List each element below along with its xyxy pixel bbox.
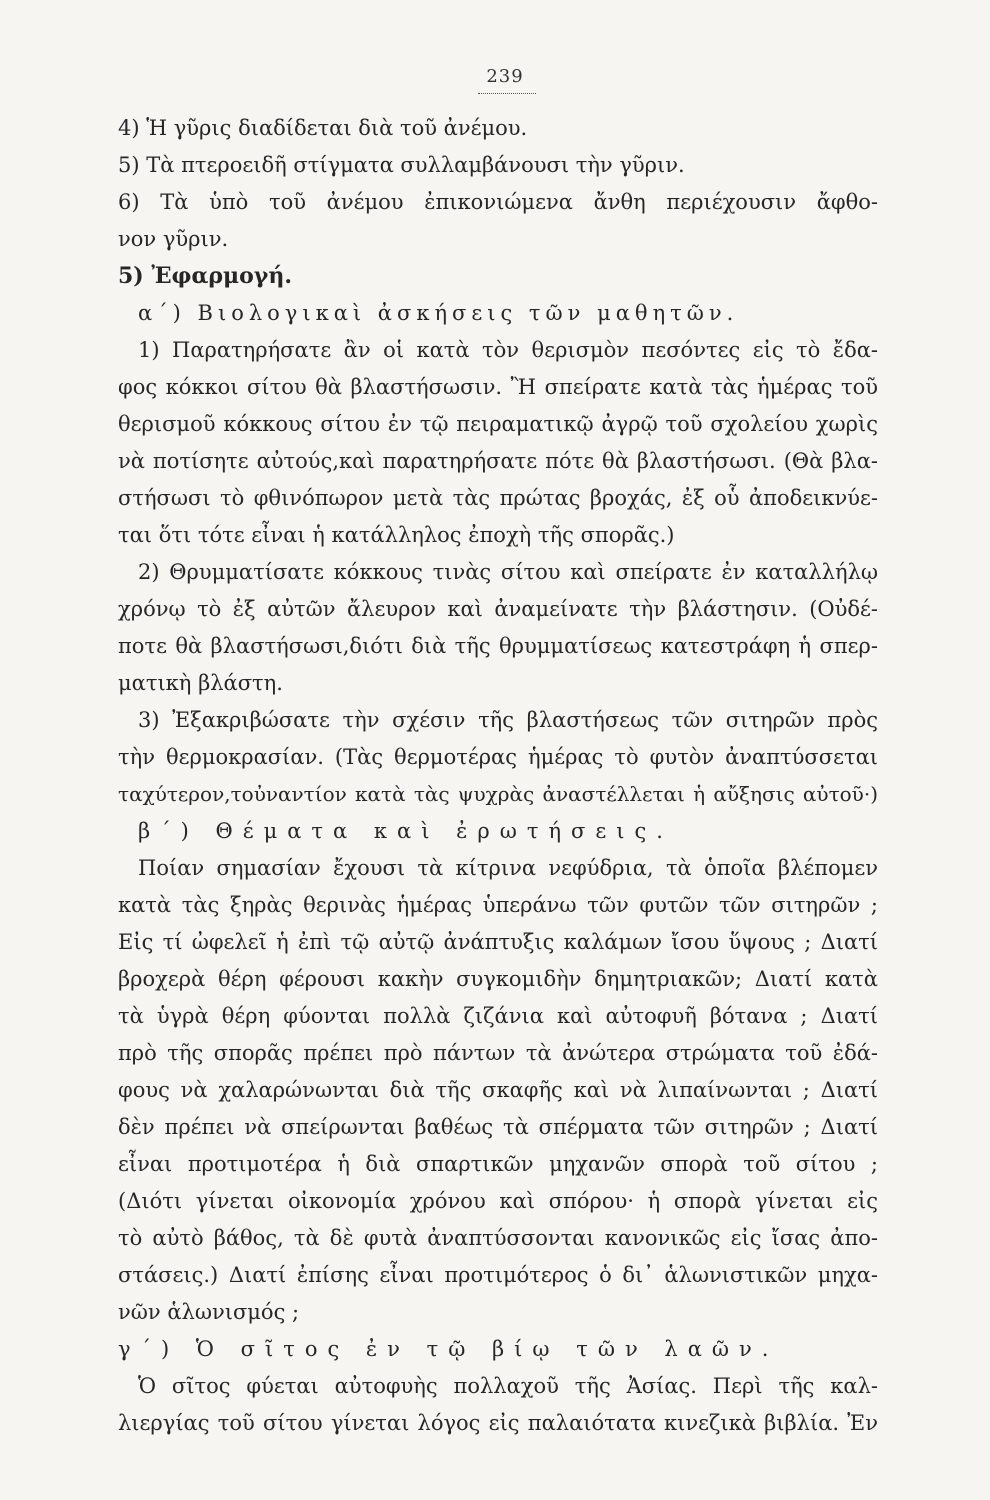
paragraph-line: εἶναι προτιμοτέρα ἡ διὰ σπαρτικῶν μηχανῶν σπορὰ τοῦ σίτου ; [118,1152,878,1176]
paragraph-line: φους νὰ χαλαρώνωνται διὰ τῆς σκαφῆς καὶ νὰ λιπαίνωνται ; Διατί [118,1078,878,1102]
paragraph-line: χρόνῳ τὸ ἐξ αὐτῶν ἄλευρον καὶ ἀναμείνατε τὴν βλάστησιν. (Οὐδέ- [118,597,878,621]
paragraph-line: τὴν θερμοκρασίαν. (Τὰς θερμοτέρας ἡμέρας τὸ φυτὸν ἀναπτύσσεται [118,745,878,769]
subheading-wheat-in-life-of-peoples: γ΄) Ὁ σῖτος ἐν τῷ βίῳ τῶν λαῶν. [118,1337,779,1361]
paragraph-line: φος κόκκοι σίτου θὰ βλαστήσωσιν. Ἢ σπείρατε κατὰ τὰς ἡμέρας τοῦ [118,375,878,399]
paragraph-line: βροχερὰ θέρη φέρουσι κακὴν συγκομιδὴν δημητριακῶν; Διατί κατὰ [118,967,878,991]
paragraph-line: Ποίαν σημασίαν ἔχουσι τὰ κίτρινα νεφύδρια, τὰ ὁποῖα βλέπομεν [138,856,878,880]
paragraph-line: ταχύτερον,τοὐναντίον κατὰ τὰς ψυχρὰς ἀναστέλλεται ἡ αὔξησις αὐτοῦ·) [118,782,878,806]
paragraph-line: τὸ αὐτὸ βάθος, τὰ δὲ φυτὰ ἀναπτύσσονται κανονικῶς εἰς ἴσας ἀπο- [118,1226,878,1250]
paragraph-line: Εἰς τί ὠφελεῖ ἡ ἐπὶ τῷ αὐτῷ ἀνάπτυξις καλάμων ἴσου ὕψους ; Διατί [118,930,878,954]
paragraph-line: πρὸ τῆς σπορᾶς πρέπει πρὸ πάντων τὰ ἀνώτερα στρώματα τοῦ ἐδά- [118,1041,878,1065]
paragraph-line: ματικὴ βλάστη. [118,671,283,695]
page-number-rule [478,93,536,94]
paragraph-line: νὰ ποτίσητε αὐτούς,καὶ παρατηρήσατε πότε θὰ βλαστήσωσι. (Θὰ βλα- [118,449,878,473]
paragraph-line: στάσεις.) Διατί ἐπίσης εἶναι προτιμότερος ὁ δι᾽ ἁλωνιστικῶν μηχα- [118,1263,878,1287]
paragraph-line: ποτε θὰ βλαστήσωσι,διότι διὰ τῆς θρυμματίσεως κατεστράφη ἡ σπερ- [118,634,878,658]
paragraph-line: θερισμοῦ κόκκους σίτου ἐν τῷ πειραματικῷ ἀγρῷ τοῦ σχολείου χωρὶς [118,412,878,436]
paragraph-line: Ὁ σῖτος φύεται αὐτοφυὴς πολλαχοῦ τῆς Ἀσίας. Περὶ τῆς καλ- [138,1374,878,1398]
list-item-4: 4) Ἡ γῦρις διαδίδεται διὰ τοῦ ἀνέμου. [118,116,528,140]
subheading-biological-exercises: α΄) Βιολογικαὶ ἀσκήσεις τῶν μαθητῶν. [138,301,739,325]
subheading-topics-and-questions: β΄) Θέματα καὶ ἐρωτήσεις. [138,819,673,843]
paragraph-line: 3) Ἐξακριβώσατε τὴν σχέσιν τῆς βλαστήσεως τῶν σιτηρῶν πρὸς [138,708,878,732]
body-text [118,110,878,1442]
paragraph-line: ται ὅτι τότε εἶναι ἡ κατάλληλος ἐποχὴ τῆς σπορᾶς.) [118,523,675,547]
paragraph-line: δὲν πρέπει νὰ σπείρωνται βαθέως τὰ σπέρματα τῶν σιτηρῶν ; Διατί [118,1115,878,1139]
page-number: 239 [486,66,524,87]
list-item-5: 5) Τὰ πτεροειδῆ στίγματα συλλαμβάνουσι τὴν γῦριν. [118,153,685,177]
paragraph-line: 2) Θρυμματίσατε κόκκους τινὰς σίτου καὶ σπείρατε ἐν καταλλήλῳ [138,560,878,584]
paragraph-line: τὰ ὑγρὰ θέρη φύονται πολλὰ ζιζάνια καὶ αὐτοφυῆ βότανα ; Διατί [118,1004,878,1028]
paragraph-line: (Διότι γίνεται οἰκονομία χρόνου καὶ σπόρου· ἡ σπορὰ γίνεται εἰς [118,1189,878,1213]
section-heading-application: 5) Ἐφαρμογή. [118,263,292,289]
paragraph-line: νῶν ἁλωνισμός ; [118,1300,300,1324]
paragraph-line: στήσωσι τὸ φθινόπωρον μετὰ τὰς πρώτας βροχάς, ἐξ οὗ ἀποδεικνύε- [118,486,878,510]
paragraph-line: κατὰ τὰς ξηρὰς θερινὰς ἡμέρας ὑπεράνω τῶν φυτῶν τῶν σιτηρῶν ; [118,893,878,917]
paragraph-line: λιεργίας τοῦ σίτου γίνεται λόγος εἰς παλαιότατα κινεζικὰ βιβλία. Ἐν [118,1411,878,1435]
list-item-6: 6) Τὰ ὑπὸ τοῦ ἀνέμου ἐπικονιώμενα ἄνθη περιέχουσιν ἄφθο- [118,190,878,214]
list-item-6-continued: νον γῦριν. [118,227,229,251]
paragraph-line: 1) Παρατηρήσατε ἂν οἱ κατὰ τὸν θερισμὸν πεσόντες εἰς τὸ ἔδα- [138,338,878,362]
